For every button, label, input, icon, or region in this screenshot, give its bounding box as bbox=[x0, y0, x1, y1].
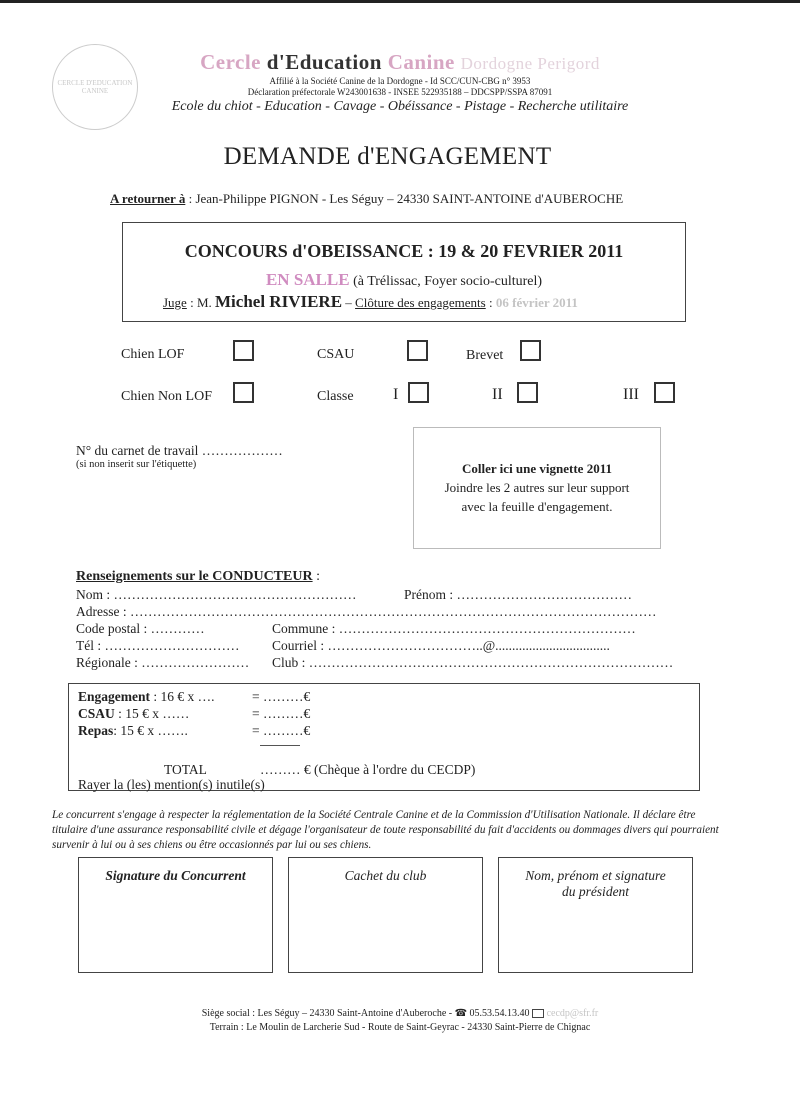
nom-field[interactable]: Nom : ……………………………………………… bbox=[76, 587, 357, 602]
carnet-field[interactable]: N° du carnet de travail ……………… bbox=[76, 443, 283, 458]
total-label: TOTAL bbox=[164, 762, 207, 777]
page-title: DEMANDE d'ENGAGEMENT bbox=[223, 143, 552, 170]
brevet-label: Brevet bbox=[466, 348, 504, 363]
class-1-checkbox[interactable] bbox=[408, 382, 429, 403]
sticker-line-2: Joindre les 2 autres sur leur support bbox=[444, 480, 630, 495]
tel-field[interactable]: Tél : ………………………… bbox=[76, 638, 240, 653]
computer-icon bbox=[532, 1009, 544, 1018]
footer-siege: Siège social : Les Séguy – 24330 Saint-Antoine d'Auberoche - ☎ 05.53.54.13.40 cecdp@sfr.fr bbox=[201, 1008, 599, 1019]
signature-president-box[interactable] bbox=[498, 857, 693, 973]
prenom-field[interactable]: Prénom : ………………………………… bbox=[404, 587, 632, 602]
club-field[interactable]: Club : ……………………………………………………………………… bbox=[272, 655, 674, 670]
sum-divider bbox=[260, 745, 300, 746]
conducteur-heading: Renseignements sur le CONDUCTEUR : bbox=[76, 569, 320, 584]
sticker-line-3: avec la feuille d'engagement. bbox=[461, 499, 613, 514]
contest-title: CONCOURS d'OBEISSANCE : 19 & 20 FEVRIER 2011 bbox=[184, 241, 624, 261]
declaration-line: Déclaration préfectorale W243001638 - INSEE 522935188 – DDCSPP/SSPA 87091 bbox=[247, 87, 553, 97]
contest-venue: EN SALLE (à Trélissac, Foyer socio-culturel) bbox=[265, 270, 543, 289]
sticker-box bbox=[413, 427, 661, 549]
activities-line: Ecole du chiot - Education - Cavage - Obéissance - Pistage - Recherche utilitaire bbox=[171, 99, 629, 114]
club-stamp: CERCLE D'EDUCATION CANINE bbox=[52, 44, 138, 130]
courriel-field[interactable]: Courriel : ……………………………..@.................................. bbox=[272, 638, 610, 653]
csau-total[interactable]: = ………€ bbox=[252, 706, 311, 721]
top-border bbox=[0, 0, 800, 3]
class-3-label: III bbox=[623, 386, 639, 403]
class-1-label: I bbox=[393, 386, 399, 403]
costs-box bbox=[68, 683, 700, 791]
classe-label: Classe bbox=[317, 389, 354, 404]
chien-non-lof-label: Chien Non LOF bbox=[121, 389, 212, 404]
sticker-line-1: Coller ici une vignette 2011 bbox=[462, 461, 612, 476]
total-value[interactable]: ……… € (Chèque à l'ordre du CECDP) bbox=[260, 762, 476, 777]
contest-box bbox=[122, 222, 686, 322]
chien-lof-label: Chien LOF bbox=[121, 347, 185, 362]
class-2-checkbox[interactable] bbox=[517, 382, 538, 403]
adresse-field[interactable]: Adresse : ……………………………………………………………………………………………………… bbox=[76, 604, 657, 619]
contest-judge-line: Juge : M. Michel RIVIERE – Clôture des engagements : 06 février 2011 bbox=[163, 292, 578, 311]
footer-terrain: Terrain : Le Moulin de Larcherie Sud - Route de Saint-Geyrac - 24330 Saint-Pierre de Chignac bbox=[209, 1022, 591, 1033]
class-2-label: II bbox=[492, 386, 503, 403]
legal-text: Le concurrent s'engage à respecter la réglementation de la Société Centrale Canine et de la Commission d'Utilisation Nationale. Il déclare être titulaire d'une assurance responsabilité civile et dégage l'organisateur de toute responsabilité du fait d'accidents ou dommages divers qui pourraient survenir à lui ou à ses chiens ou être occasionnés par lui ou ses chiens. bbox=[52, 809, 719, 851]
engagement-total[interactable]: = ………€ bbox=[252, 689, 311, 704]
class-3-checkbox[interactable] bbox=[654, 382, 675, 403]
cachet-club-box[interactable] bbox=[288, 857, 483, 973]
strike-note: Rayer la (les) mention(s) inutile(s) bbox=[78, 777, 265, 792]
code-postal-field[interactable]: Code postal : ………… bbox=[76, 621, 205, 636]
csau-label: CSAU bbox=[317, 347, 355, 362]
signature-concurrent-box[interactable] bbox=[78, 857, 273, 973]
footer-email[interactable]: cecdp@sfr.fr bbox=[546, 1008, 599, 1019]
cachet-club-label: Cachet du club bbox=[344, 868, 427, 883]
engagement-line: Engagement : 16 € x …. bbox=[78, 689, 215, 704]
club-name: Cercle d'Education Canine Dordogne Perigord bbox=[200, 50, 600, 74]
affiliation-line: Affilié à la Société Canine de la Dordogne - Id SCC/CUN-CBG n° 3953 bbox=[269, 76, 531, 86]
chien-non-lof-checkbox[interactable] bbox=[233, 382, 254, 403]
csau-checkbox[interactable] bbox=[407, 340, 428, 361]
chien-lof-checkbox[interactable] bbox=[233, 340, 254, 361]
signature-president-label: Nom, prénom et signature du président bbox=[525, 868, 666, 899]
signature-concurrent-label: Signature du Concurrent bbox=[105, 868, 246, 883]
repas-total[interactable]: = ………€ bbox=[252, 723, 311, 738]
brevet-checkbox[interactable] bbox=[520, 340, 541, 361]
regionale-field[interactable]: Régionale : …………………… bbox=[76, 655, 250, 670]
carnet-note: (si non inserit sur l'étiquette) bbox=[76, 459, 197, 470]
return-address: A retourner à : Jean-Philippe PIGNON - Les Séguy – 24330 SAINT-ANTOINE d'AUBEROCHE bbox=[110, 191, 624, 206]
repas-line: Repas: 15 € x ……. bbox=[78, 723, 188, 738]
csau-cost-line: CSAU : 15 € x …… bbox=[78, 706, 190, 721]
commune-field[interactable]: Commune : ………………………………………………………… bbox=[272, 621, 636, 636]
